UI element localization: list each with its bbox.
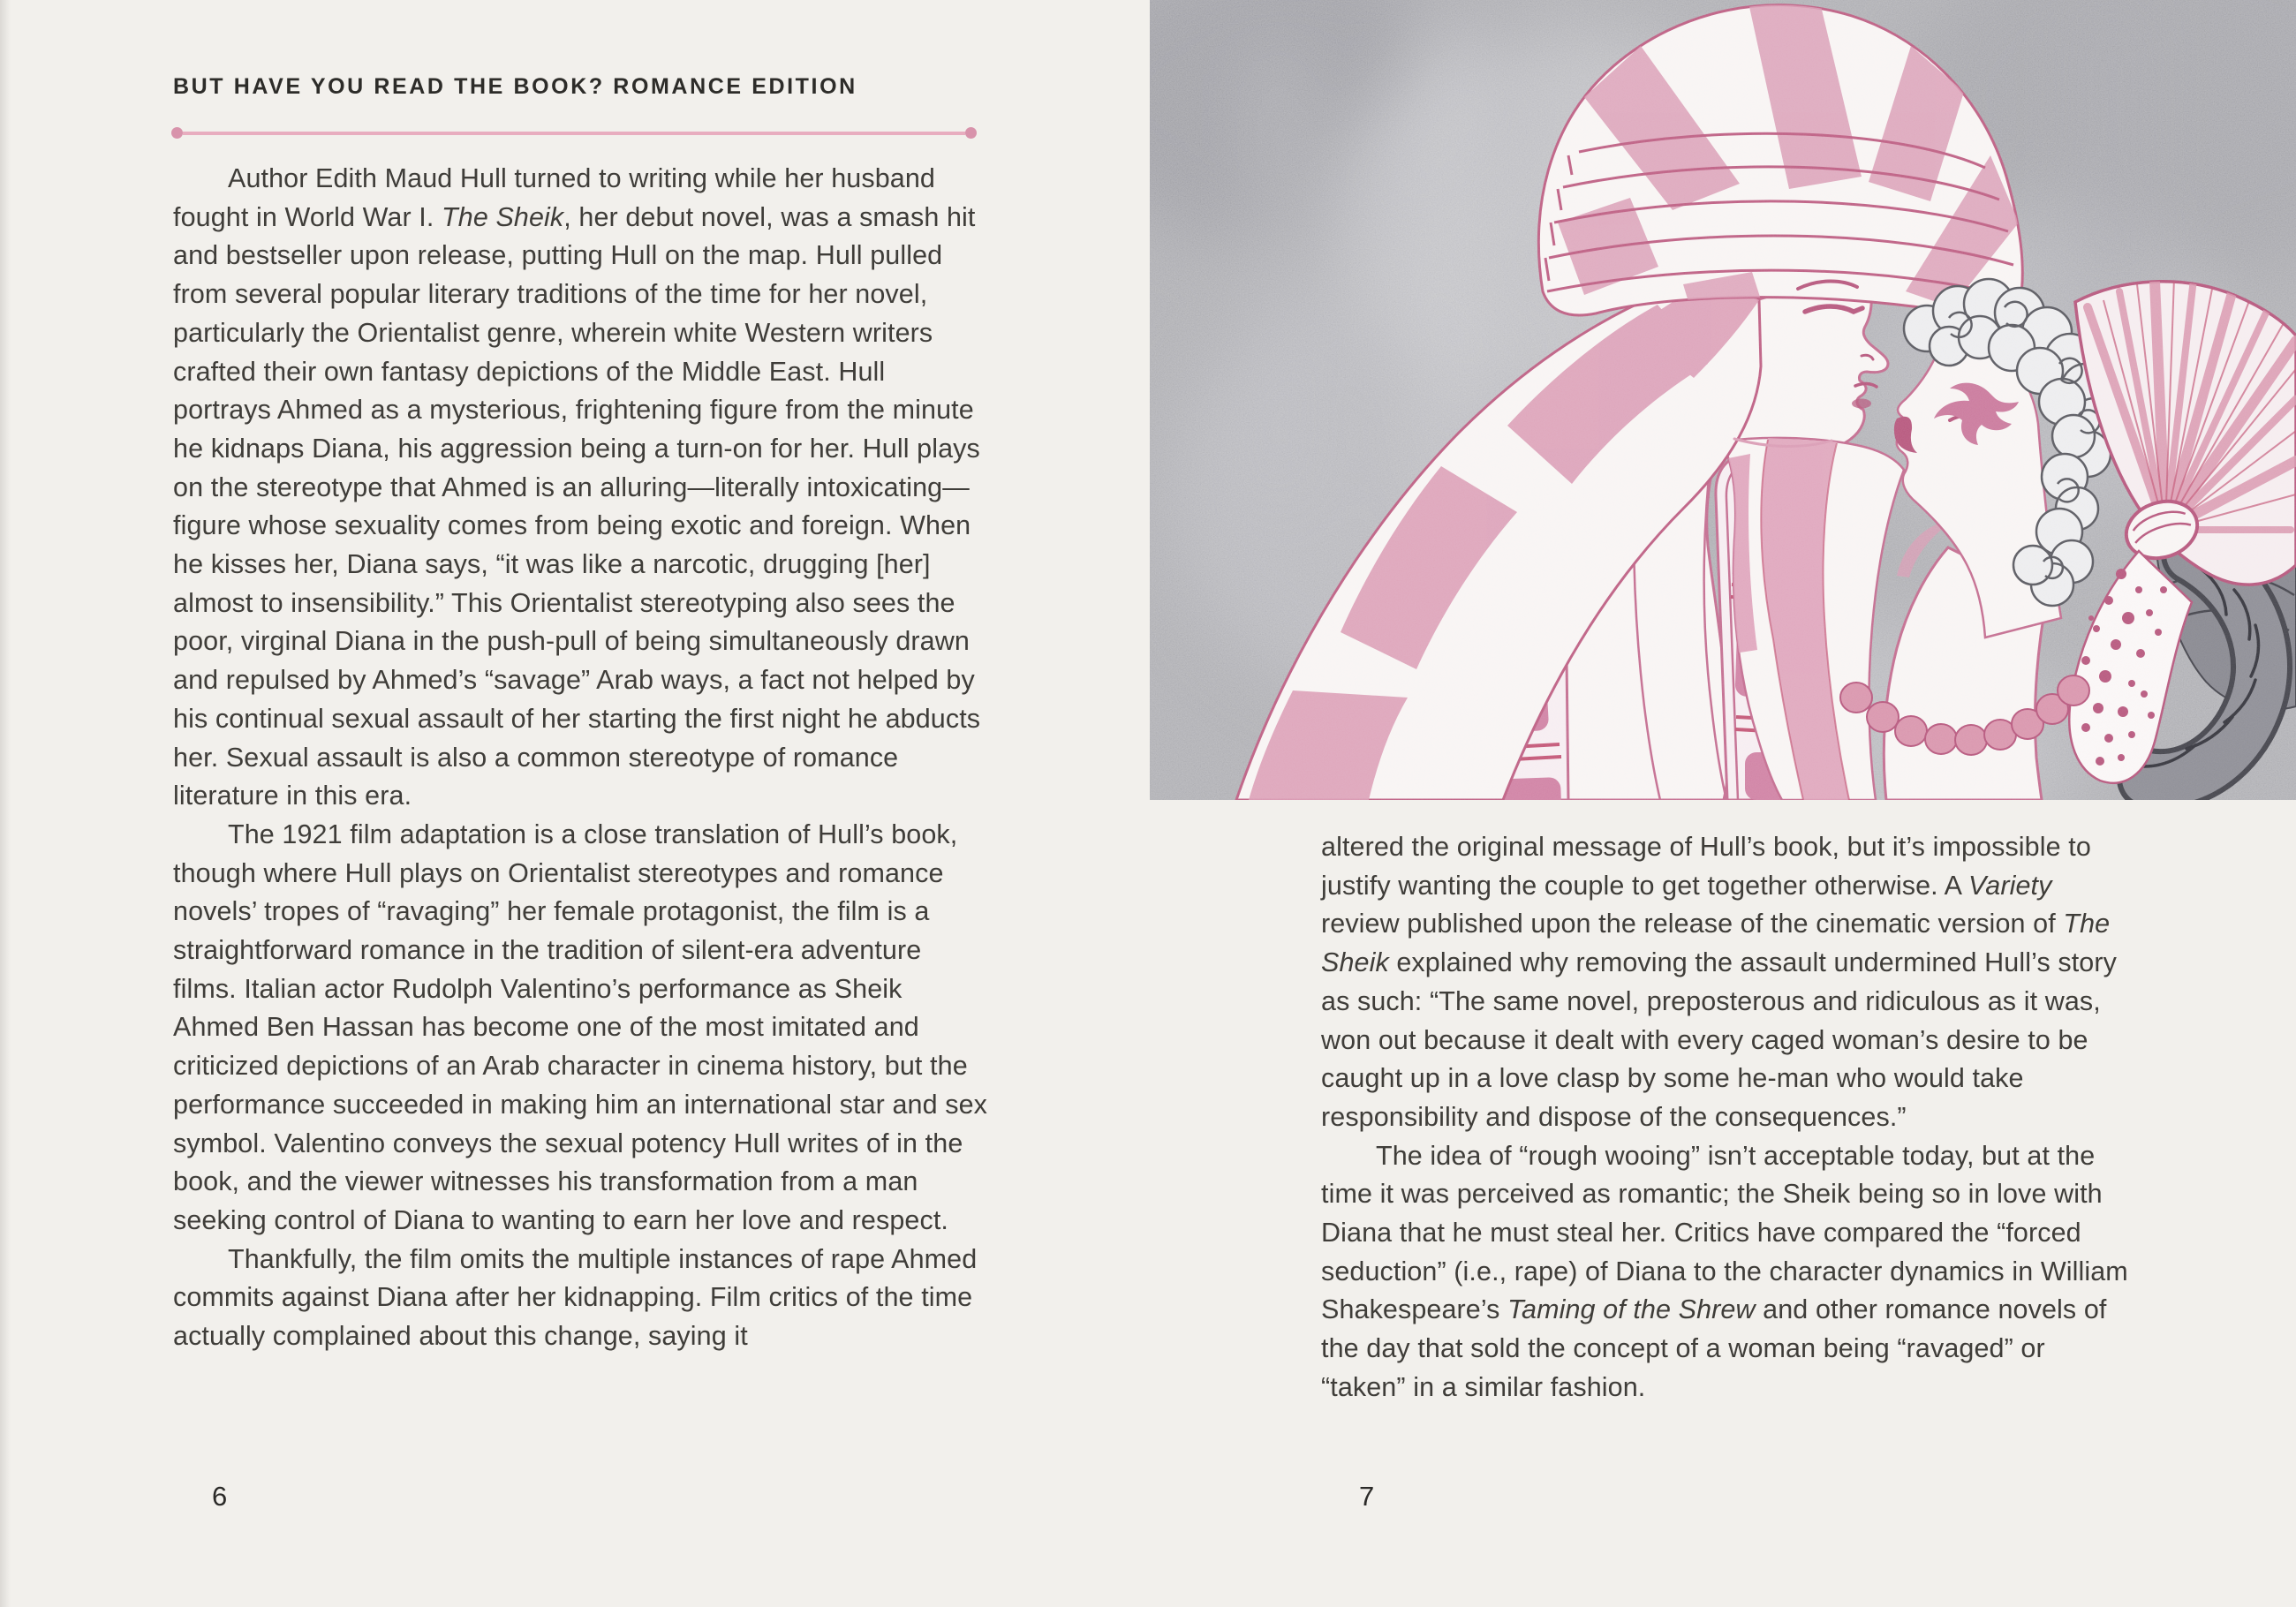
page-number: 7 <box>1359 1480 1375 1512</box>
rule-line <box>183 132 965 135</box>
header-rule <box>171 127 977 139</box>
rule-end-dot <box>965 127 977 139</box>
right-page-footer <box>1318 1482 2123 1513</box>
paragraph: Author Edith Maud Hull turned to writing while her husband fought in World War I. The Sheik, her debut novel, was a smash hit and bestseller upon release, putting Hull on the map. Hull pulled from several popular literary traditions of the time for her novel, particularly the Orientalist genre, wherein white Western writers crafted their own fantasy depictions of the Middle East. Hull portrays Ahmed as a mysterious, frightening figure from the minute he kidnaps Diana, his aggression being a turn-on for her. Hull plays on the stereotype that Ahmed is an alluring—literally intoxicating—figure whose sexuality comes from being exotic and foreign. When he kisses her, Diana says, “it was like a narcotic, drugging [her] almost to insensibility.” This Orientalist stereotyping also sees the poor, virginal Diana in the push-pull of being simultaneously drawn and repulsed by Ahmed’s “savage” Arab ways, a fact not helped by his continual sexual assault of her starting the first night he abducts her. Sexual assault is also a common stereotype of romance literature in this era. <box>173 163 981 811</box>
texture-overlay <box>1150 0 2296 800</box>
left-page-footer <box>171 1482 977 1513</box>
rule-end-dot <box>171 127 183 139</box>
paragraph: Thankfully, the film omits the multiple instances of rape Ahmed commits against Diana after her kidnapping. Film critics of the time actually complained about this change, saying it <box>173 1243 978 1352</box>
paragraph: altered the original message of Hull’s book, but it’s impossible to justify wanting the couple to get together otherwise. A Variety review published upon the release of the cinematic version of The Sheik explained why removing the assault undermined Hull’s story as such: “The same novel, preposterous and ridiculous as it was, won out because it dealt with every caged woman’s desire to be caught up in a love clasp by some he-man who would take responsibility and dispose of the consequences.” <box>1321 832 2117 1132</box>
sheik-kiss-illustration <box>1150 0 2296 800</box>
running-head: BUT HAVE YOU READ THE BOOK? ROMANCE EDITION <box>173 74 857 99</box>
left-page-body-text <box>173 160 990 1356</box>
illustration-canvas <box>1150 0 2296 800</box>
page-number: 6 <box>212 1480 228 1512</box>
right-page-body-text <box>1321 828 2134 1407</box>
paragraph: The idea of “rough wooing” isn’t acceptable today, but at the time it was perceived as romantic; the Sheik being so in love with Diana that he must steal her. Critics have compared the “forced seduction” (i.e., rape) of Diana to the character dynamics in William Shakespeare’s Taming of the Shrew and other romance novels of the day that sold the concept of a woman being “ravaged” or “taken” in a similar fashion. <box>1321 1140 2128 1402</box>
paragraph: The 1921 film adaptation is a close translation of Hull’s book, though where Hull plays on Orientalist stereotypes and romance novels’ tropes of “ravaging” her female protagonist, the film is a straightforward romance in the tradition of silent-era adventure films. Italian actor Rudolph Valentino’s performance as Sheik Ahmed Ben Hassan has become one of the most imitated and criticized depictions of an Arab character in cinema history, but the performance succeeded in making him an international star and sex symbol. Valentino conveys the sexual potency Hull writes of in the book, and the viewer witnesses his transformation from a man seeking control of Diana to wanting to earn her love and respect. <box>173 819 988 1235</box>
